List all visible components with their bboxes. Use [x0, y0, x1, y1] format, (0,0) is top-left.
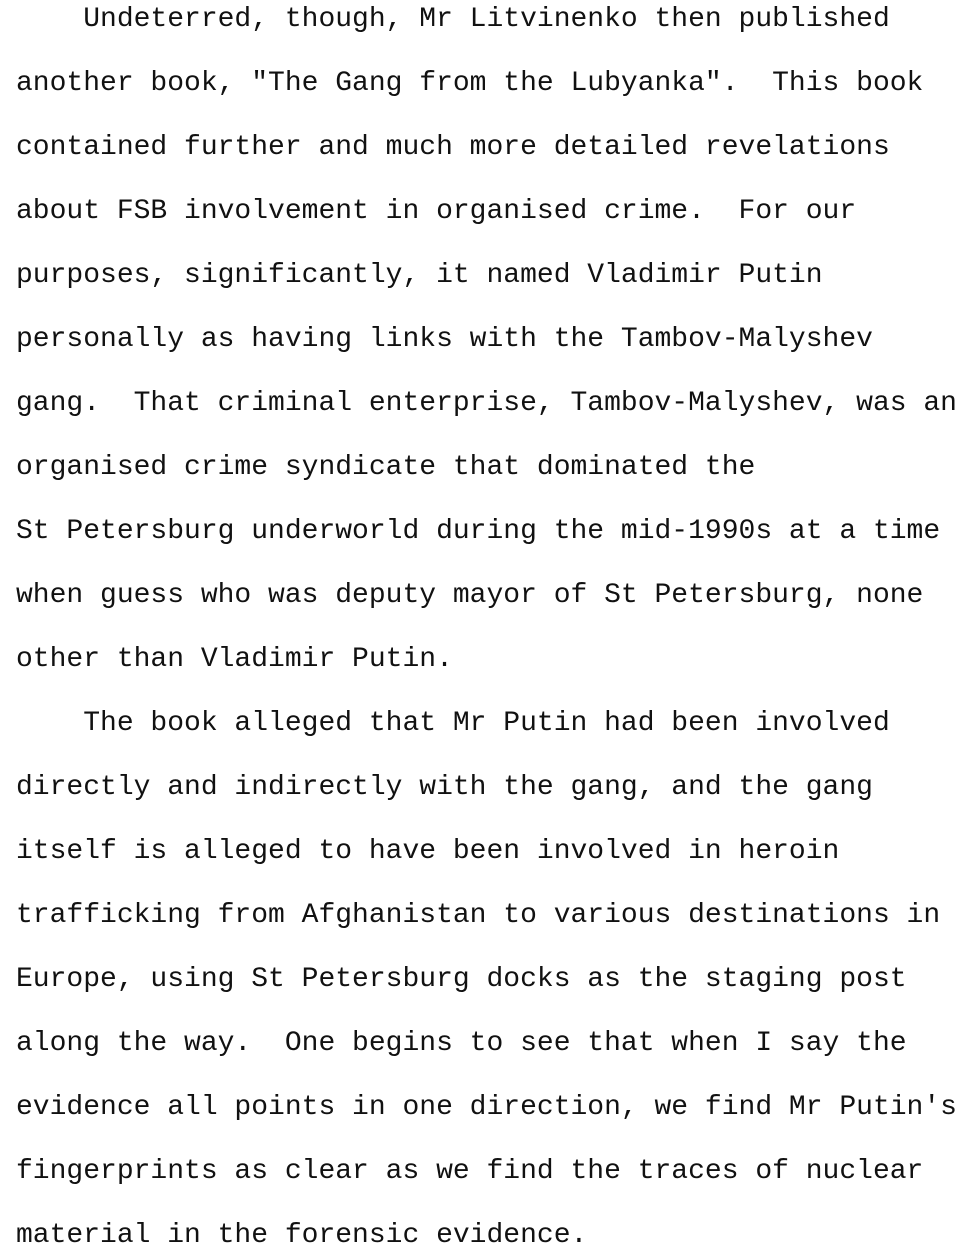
text-line: along the way. One begins to see that when I say the	[16, 1028, 907, 1059]
text-line: when guess who was deputy mayor of St Petersburg, none	[16, 580, 924, 611]
text-line: material in the forensic evidence.	[16, 1220, 588, 1251]
text-line: another book, "The Gang from the Lubyanka". This book	[16, 68, 924, 99]
document-page	[16, 0, 980, 1258]
text-line: personally as having links with the Tambov-Malyshev	[16, 324, 873, 355]
text-line: purposes, significantly, it named Vladimir Putin	[16, 260, 823, 291]
text-line: directly and indirectly with the gang, and the gang	[16, 772, 873, 803]
text-line: Undeterred, though, Mr Litvinenko then published	[16, 4, 890, 35]
text-line: itself is alleged to have been involved in heroin	[16, 836, 840, 867]
text-line: St Petersburg underworld during the mid-1990s at a time	[16, 516, 941, 547]
text-line: contained further and much more detailed revelations	[16, 132, 890, 163]
text-line: Europe, using St Petersburg docks as the staging post	[16, 964, 907, 995]
text-line: trafficking from Afghanistan to various destinations in	[16, 900, 941, 931]
text-line: evidence all points in one direction, we find Mr Putin's	[16, 1092, 957, 1123]
text-line: The book alleged that Mr Putin had been involved	[16, 708, 890, 739]
text-line: organised crime syndicate that dominated the	[16, 452, 756, 483]
text-line: about FSB involvement in organised crime. For our	[16, 196, 857, 227]
text-line: other than Vladimir Putin.	[16, 644, 453, 675]
text-line: fingerprints as clear as we find the traces of nuclear	[16, 1156, 924, 1187]
text-line: gang. That criminal enterprise, Tambov-Malyshev, was an	[16, 388, 957, 419]
